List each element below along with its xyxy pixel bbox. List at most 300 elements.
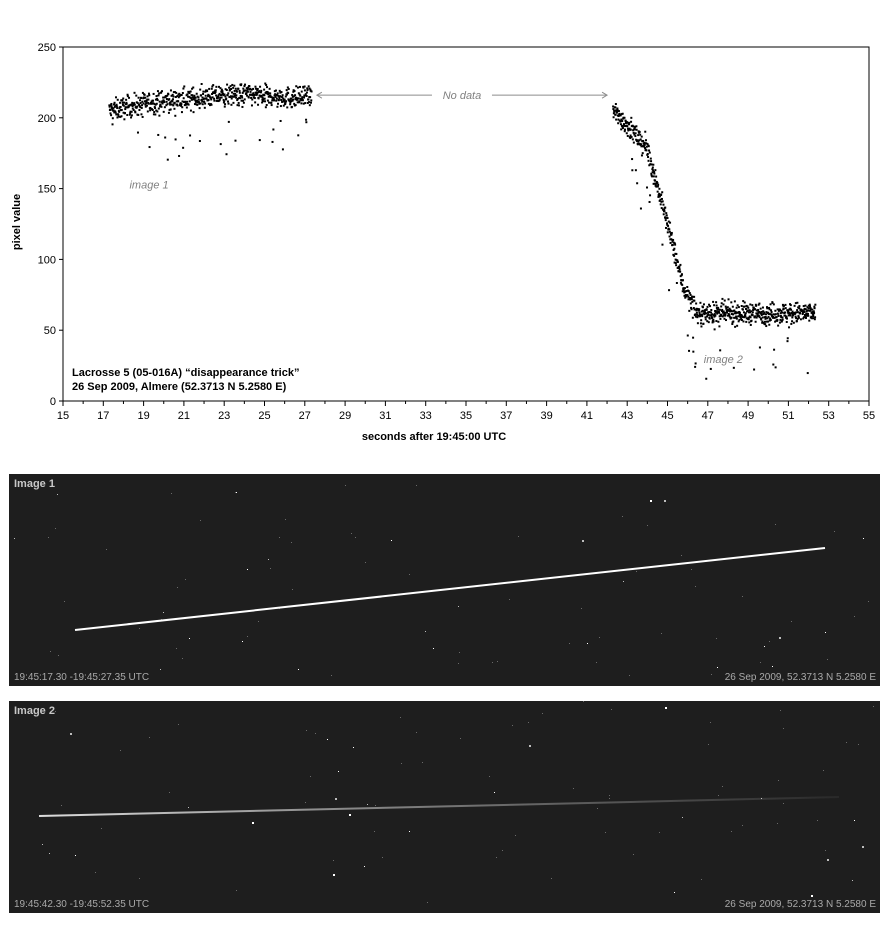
data-point bbox=[699, 302, 701, 304]
data-point bbox=[272, 141, 274, 143]
data-point bbox=[785, 307, 787, 309]
data-point bbox=[237, 88, 239, 90]
data-point bbox=[117, 114, 119, 116]
data-point bbox=[768, 324, 770, 326]
data-point bbox=[147, 99, 149, 101]
faint-star bbox=[647, 525, 648, 526]
faint-star bbox=[382, 857, 383, 858]
data-point bbox=[175, 92, 177, 94]
data-point bbox=[765, 325, 767, 327]
data-point bbox=[266, 104, 268, 106]
data-point bbox=[731, 317, 733, 319]
data-point bbox=[773, 349, 775, 351]
data-point bbox=[797, 311, 799, 313]
data-point bbox=[148, 103, 150, 105]
data-point bbox=[694, 366, 696, 368]
data-point bbox=[177, 105, 179, 107]
data-point bbox=[710, 309, 712, 311]
data-point bbox=[667, 231, 669, 233]
faint-star bbox=[258, 621, 259, 622]
data-point bbox=[676, 282, 678, 284]
faint-star bbox=[139, 878, 140, 879]
data-point bbox=[310, 99, 312, 101]
faint-star bbox=[61, 805, 62, 806]
data-point bbox=[635, 132, 637, 134]
data-point bbox=[110, 114, 112, 116]
data-point bbox=[622, 127, 624, 129]
data-point bbox=[643, 142, 645, 144]
data-point bbox=[120, 106, 122, 108]
data-point bbox=[640, 143, 642, 145]
data-point bbox=[297, 134, 299, 136]
data-point bbox=[172, 94, 174, 96]
data-point bbox=[814, 304, 816, 306]
data-point bbox=[692, 351, 694, 353]
data-point bbox=[141, 101, 143, 103]
data-point bbox=[133, 102, 135, 104]
data-point bbox=[808, 320, 810, 322]
data-point bbox=[242, 100, 244, 102]
faint-star bbox=[742, 825, 743, 826]
faint-star bbox=[422, 762, 423, 763]
star bbox=[825, 632, 826, 633]
data-point bbox=[116, 107, 118, 109]
data-point bbox=[705, 318, 707, 320]
data-point bbox=[807, 315, 809, 317]
x-tick-label: 41 bbox=[580, 410, 594, 422]
data-point bbox=[210, 97, 212, 99]
data-point bbox=[637, 134, 639, 136]
data-point bbox=[145, 102, 147, 104]
data-point bbox=[231, 91, 233, 93]
data-point bbox=[166, 98, 168, 100]
data-point bbox=[626, 132, 628, 134]
data-point bbox=[613, 116, 615, 118]
data-point bbox=[293, 90, 295, 92]
data-point bbox=[204, 107, 206, 109]
faint-star bbox=[780, 710, 781, 711]
data-point bbox=[204, 103, 206, 105]
data-point bbox=[163, 111, 165, 113]
data-point bbox=[250, 91, 252, 93]
data-point bbox=[749, 309, 751, 311]
data-point bbox=[295, 85, 297, 87]
data-point bbox=[790, 304, 792, 306]
faint-star bbox=[182, 658, 183, 659]
data-point bbox=[125, 99, 127, 101]
data-point bbox=[733, 367, 735, 369]
data-point bbox=[301, 91, 303, 93]
data-point bbox=[713, 321, 715, 323]
faint-star bbox=[731, 831, 732, 832]
faint-star bbox=[458, 663, 459, 664]
data-point bbox=[626, 125, 628, 127]
data-point bbox=[774, 310, 776, 312]
data-point bbox=[235, 94, 237, 96]
data-point bbox=[745, 321, 747, 323]
data-point bbox=[178, 155, 180, 157]
star bbox=[717, 667, 718, 668]
data-point bbox=[152, 100, 154, 102]
faint-star bbox=[236, 890, 237, 891]
data-point bbox=[144, 97, 146, 99]
data-point bbox=[156, 110, 158, 112]
data-point bbox=[813, 312, 815, 314]
star bbox=[458, 606, 459, 607]
data-point bbox=[147, 95, 149, 97]
star bbox=[298, 669, 299, 670]
data-point bbox=[714, 315, 716, 317]
data-point bbox=[640, 208, 642, 210]
data-point bbox=[803, 311, 805, 313]
faint-star bbox=[496, 857, 497, 858]
data-point bbox=[650, 158, 652, 160]
faint-star bbox=[169, 792, 170, 793]
info-line-2: 26 Sep 2009, Almere (52.3713 N 5.2580 E) bbox=[72, 381, 287, 393]
data-point bbox=[166, 101, 168, 103]
faint-star bbox=[760, 662, 761, 663]
data-point bbox=[642, 152, 644, 154]
data-point bbox=[159, 101, 161, 103]
data-point bbox=[308, 101, 310, 103]
data-point bbox=[264, 98, 266, 100]
data-point bbox=[712, 301, 714, 303]
data-point bbox=[695, 302, 697, 304]
star bbox=[827, 859, 829, 861]
data-point bbox=[741, 305, 743, 307]
data-point bbox=[647, 153, 649, 155]
data-point bbox=[631, 136, 633, 138]
data-point bbox=[675, 264, 677, 266]
star bbox=[494, 792, 495, 793]
data-point bbox=[232, 87, 234, 89]
data-point bbox=[642, 140, 644, 142]
data-point bbox=[291, 106, 293, 108]
data-point bbox=[186, 107, 188, 109]
faint-star bbox=[55, 528, 56, 529]
data-point bbox=[753, 369, 755, 371]
data-point bbox=[183, 85, 185, 87]
x-tick-label: 37 bbox=[500, 410, 513, 422]
data-point bbox=[694, 308, 696, 310]
data-point bbox=[146, 105, 148, 107]
data-point bbox=[764, 323, 766, 325]
faint-star bbox=[375, 805, 376, 806]
data-point bbox=[674, 244, 676, 246]
x-tick-label: 23 bbox=[218, 410, 231, 422]
data-point bbox=[760, 318, 762, 320]
data-point bbox=[618, 110, 620, 112]
data-point bbox=[228, 121, 230, 123]
data-point bbox=[663, 213, 665, 215]
data-point bbox=[231, 98, 233, 100]
data-point bbox=[267, 92, 269, 94]
data-point bbox=[615, 103, 617, 105]
data-point bbox=[679, 268, 681, 270]
data-point bbox=[243, 102, 245, 104]
data-point bbox=[641, 154, 643, 156]
data-point bbox=[211, 88, 213, 90]
data-point bbox=[742, 309, 744, 311]
data-point bbox=[737, 315, 739, 317]
image-2-panel bbox=[9, 701, 880, 913]
data-point bbox=[690, 294, 692, 296]
data-point bbox=[195, 97, 197, 99]
image-2-starfield bbox=[9, 701, 880, 913]
faint-star bbox=[681, 555, 682, 556]
data-point bbox=[189, 100, 191, 102]
faint-star bbox=[374, 831, 375, 832]
data-point bbox=[661, 191, 663, 193]
data-point bbox=[120, 115, 122, 117]
image-2-title: Image 2 bbox=[14, 705, 55, 717]
data-point bbox=[787, 340, 789, 342]
faint-star bbox=[459, 652, 460, 653]
faint-star bbox=[823, 770, 824, 771]
data-point bbox=[687, 335, 689, 337]
data-point bbox=[129, 114, 131, 116]
data-point bbox=[739, 312, 741, 314]
data-point bbox=[168, 98, 170, 100]
faint-star bbox=[775, 524, 776, 525]
faint-star bbox=[873, 706, 874, 707]
data-point bbox=[669, 231, 671, 233]
data-point bbox=[762, 316, 764, 318]
data-point bbox=[663, 210, 665, 212]
faint-star bbox=[691, 569, 692, 570]
data-point bbox=[245, 90, 247, 92]
data-point bbox=[160, 106, 162, 108]
star bbox=[772, 666, 773, 667]
data-point bbox=[142, 102, 144, 104]
faint-star bbox=[695, 586, 696, 587]
faint-star bbox=[315, 733, 316, 734]
data-point bbox=[306, 92, 308, 94]
data-point bbox=[689, 292, 691, 294]
data-point bbox=[228, 103, 230, 105]
data-point bbox=[630, 129, 632, 131]
data-point bbox=[157, 99, 159, 101]
data-point bbox=[215, 86, 217, 88]
data-point bbox=[782, 319, 784, 321]
data-point bbox=[219, 99, 221, 101]
data-point bbox=[630, 117, 632, 119]
faint-star bbox=[427, 902, 428, 903]
data-point bbox=[798, 317, 800, 319]
data-point bbox=[696, 312, 698, 314]
data-point bbox=[236, 91, 238, 93]
data-point bbox=[208, 88, 210, 90]
data-point bbox=[698, 312, 700, 314]
data-point bbox=[652, 166, 654, 168]
x-tick-label: 17 bbox=[97, 410, 110, 422]
data-point bbox=[752, 311, 754, 313]
data-point bbox=[267, 100, 269, 102]
data-point bbox=[140, 113, 142, 115]
data-point bbox=[658, 188, 660, 190]
faint-star bbox=[583, 701, 584, 702]
faint-star bbox=[868, 601, 869, 602]
data-point bbox=[196, 104, 198, 106]
satellite-trail bbox=[39, 797, 839, 816]
data-point bbox=[193, 111, 195, 113]
data-point bbox=[749, 303, 751, 305]
data-point bbox=[636, 129, 638, 131]
data-point bbox=[184, 101, 186, 103]
data-point bbox=[263, 89, 265, 91]
faint-star bbox=[783, 728, 784, 729]
data-point bbox=[144, 94, 146, 96]
data-point bbox=[683, 289, 685, 291]
faint-star bbox=[629, 675, 630, 676]
data-point bbox=[158, 94, 160, 96]
data-point bbox=[233, 85, 235, 87]
faint-star bbox=[791, 621, 792, 622]
x-axis-ticks bbox=[57, 401, 875, 422]
data-point bbox=[790, 323, 792, 325]
data-point bbox=[754, 308, 756, 310]
faint-star bbox=[609, 795, 610, 796]
data-point bbox=[717, 307, 719, 309]
faint-star bbox=[777, 823, 778, 824]
data-point bbox=[755, 321, 757, 323]
data-point bbox=[307, 89, 309, 91]
faint-star bbox=[247, 636, 248, 637]
data-point bbox=[299, 86, 301, 88]
data-point bbox=[158, 92, 160, 94]
data-point bbox=[244, 98, 246, 100]
data-point bbox=[213, 100, 215, 102]
data-point bbox=[131, 111, 133, 113]
data-point bbox=[309, 96, 311, 98]
data-point bbox=[119, 102, 121, 104]
data-point bbox=[695, 362, 697, 364]
data-point bbox=[115, 96, 117, 98]
data-point bbox=[639, 131, 641, 133]
star bbox=[665, 707, 667, 709]
data-point bbox=[686, 286, 688, 288]
data-point bbox=[126, 103, 128, 105]
data-point bbox=[728, 298, 730, 300]
data-point bbox=[648, 160, 650, 162]
data-point bbox=[672, 244, 674, 246]
x-tick-label: 33 bbox=[419, 410, 432, 422]
data-point bbox=[648, 145, 650, 147]
data-point bbox=[675, 262, 677, 264]
data-point bbox=[633, 142, 635, 144]
data-point bbox=[181, 106, 183, 108]
data-point bbox=[661, 244, 663, 246]
data-point bbox=[671, 232, 673, 234]
data-point bbox=[190, 90, 192, 92]
data-point bbox=[114, 102, 116, 104]
data-point bbox=[657, 186, 659, 188]
data-point bbox=[226, 84, 228, 86]
data-point bbox=[660, 203, 662, 205]
faint-star bbox=[633, 854, 634, 855]
faint-star bbox=[528, 722, 529, 723]
data-point bbox=[631, 158, 633, 160]
data-point bbox=[620, 128, 622, 130]
data-point bbox=[693, 300, 695, 302]
x-tick-label: 51 bbox=[782, 410, 795, 422]
data-point bbox=[649, 201, 651, 203]
data-point bbox=[706, 309, 708, 311]
data-point bbox=[126, 114, 128, 116]
data-point bbox=[110, 103, 112, 105]
data-point bbox=[173, 96, 175, 98]
faint-star bbox=[769, 641, 770, 642]
data-point bbox=[673, 255, 675, 257]
faint-star bbox=[291, 542, 292, 543]
star bbox=[70, 733, 72, 735]
faint-star bbox=[355, 537, 356, 538]
faint-star bbox=[827, 659, 828, 660]
data-point bbox=[242, 88, 244, 90]
data-point bbox=[134, 104, 136, 106]
data-point bbox=[241, 97, 243, 99]
data-point bbox=[736, 307, 738, 309]
star bbox=[268, 559, 269, 560]
data-point bbox=[238, 102, 240, 104]
data-point bbox=[174, 102, 176, 104]
data-point bbox=[303, 97, 305, 99]
faint-star bbox=[636, 571, 637, 572]
data-point bbox=[713, 304, 715, 306]
faint-star bbox=[416, 485, 417, 486]
star bbox=[367, 804, 368, 805]
faint-star bbox=[509, 599, 510, 600]
data-point bbox=[781, 312, 783, 314]
x-tick-label: 29 bbox=[338, 410, 352, 422]
x-tick-label: 15 bbox=[56, 410, 70, 422]
data-point bbox=[204, 97, 206, 99]
data-point bbox=[807, 313, 809, 315]
data-point bbox=[710, 368, 712, 370]
image-2-location: 26 Sep 2009, 52.3713 N 5.2580 E bbox=[724, 899, 876, 910]
data-point bbox=[158, 108, 160, 110]
faint-star bbox=[609, 798, 610, 799]
y-tick-label: 200 bbox=[37, 112, 56, 125]
y-tick-label: 0 bbox=[49, 396, 56, 408]
data-point bbox=[286, 106, 288, 108]
data-point bbox=[259, 139, 261, 141]
data-point bbox=[199, 102, 201, 104]
data-point bbox=[622, 113, 624, 115]
data-point bbox=[719, 318, 721, 320]
faint-star bbox=[50, 651, 51, 652]
data-point bbox=[310, 102, 312, 104]
data-point bbox=[265, 84, 267, 86]
star bbox=[75, 855, 76, 856]
satellite-trail bbox=[75, 548, 825, 630]
data-point bbox=[771, 311, 773, 313]
star bbox=[236, 492, 237, 493]
data-point bbox=[744, 316, 746, 318]
star bbox=[163, 612, 164, 613]
annotation-label: image 2 bbox=[703, 353, 743, 366]
data-point bbox=[632, 138, 634, 140]
data-point bbox=[648, 149, 650, 151]
data-point bbox=[814, 316, 816, 318]
data-point bbox=[223, 93, 225, 95]
faint-star bbox=[783, 803, 784, 804]
data-point bbox=[667, 217, 669, 219]
star bbox=[14, 538, 15, 539]
data-point bbox=[691, 298, 693, 300]
data-point bbox=[688, 350, 690, 352]
data-point bbox=[230, 95, 232, 97]
